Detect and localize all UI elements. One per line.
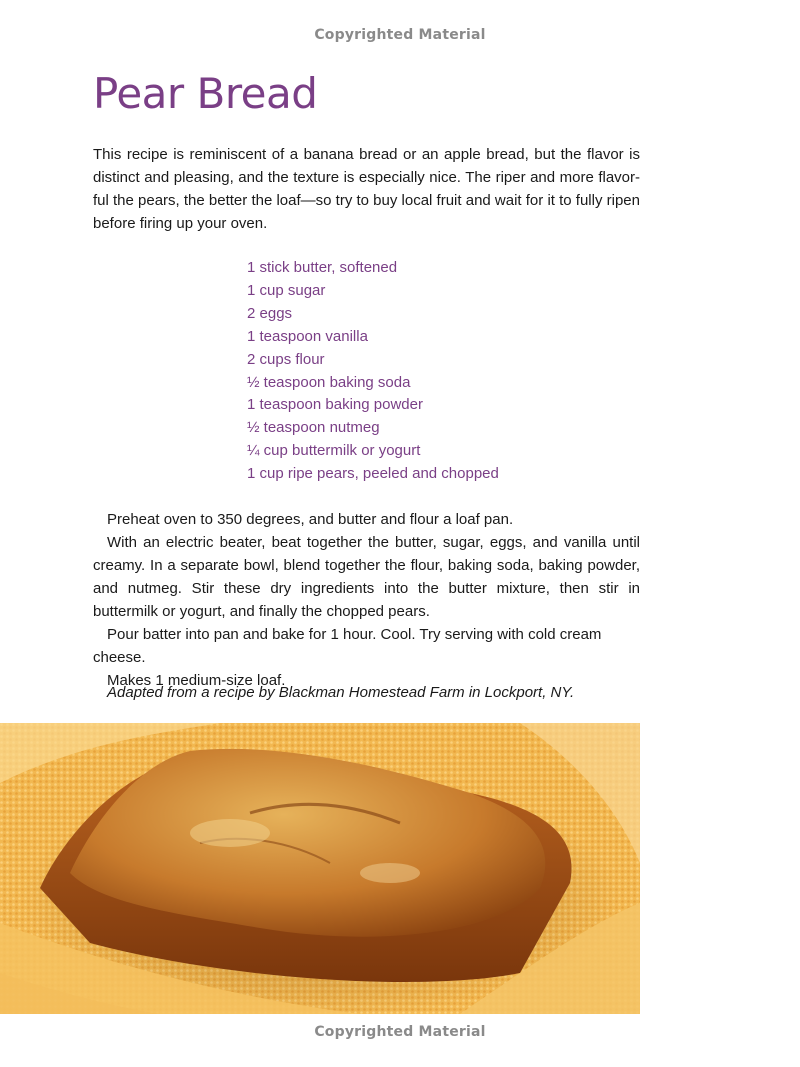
pear-bread-photo [0, 723, 640, 1014]
ingredient-list [247, 257, 499, 486]
ingredient-item: ½ teaspoon baking soda [247, 373, 411, 391]
ingredient-item: ¼ cup buttermilk or yogurt [247, 442, 421, 460]
copyright-watermark-bottom: Copyrighted Material [314, 1024, 486, 1040]
ingredient-item: 1 stick butter, softened [247, 259, 398, 276]
ingredient-item: 1 teaspoon vanilla [247, 327, 368, 345]
ingredient-item: ½ teaspoon nutmeg [247, 419, 380, 437]
ingredient-item: 1 teaspoon baking powder [247, 396, 423, 414]
copyright-watermark-top: Copyrighted Material [314, 27, 486, 43]
method-step: Pour batter into pan and bake for 1 hour. Cool. Try serving with cold cream cheese. [93, 626, 602, 666]
recipe-method [93, 508, 640, 692]
ingredient-item: 1 cup sugar [247, 281, 326, 299]
ingredient-item: 1 cup ripe pears, peeled and chopped [247, 465, 499, 483]
method-step: Preheat oven to 350 degrees, and butter and flour a loaf pan. [107, 511, 514, 528]
recipe-title: Pear Bread [93, 69, 318, 118]
recipe-yield: Makes 1 medium-size loaf. [107, 672, 286, 689]
ingredient-item: 2 cups flour [247, 350, 325, 368]
method-step: With an electric beater, beat together the butter, sugar, eggs, and vanilla until creamy. In a separate bowl, blend together the flour, baking soda, baking powder, and nutmeg. Stir these dry ingredients into the butter mixture, then stir in buttermilk or yogurt, and finally the chopped pears. [93, 534, 640, 620]
ingredient-item: 2 eggs [247, 304, 293, 322]
recipe-source-credit: Adapted from a recipe by Blackman Homestead Farm in Lockport, NY. [107, 684, 575, 701]
recipe-intro: This recipe is reminiscent of a banana bread or an apple bread, but the flavor is distinct and pleasing, and the texture is especially nice. The riper and more flavor-ful the pears, the better the loaf—so try to buy local fruit and wait for it to fully ripen before firing up your oven. [93, 146, 640, 232]
